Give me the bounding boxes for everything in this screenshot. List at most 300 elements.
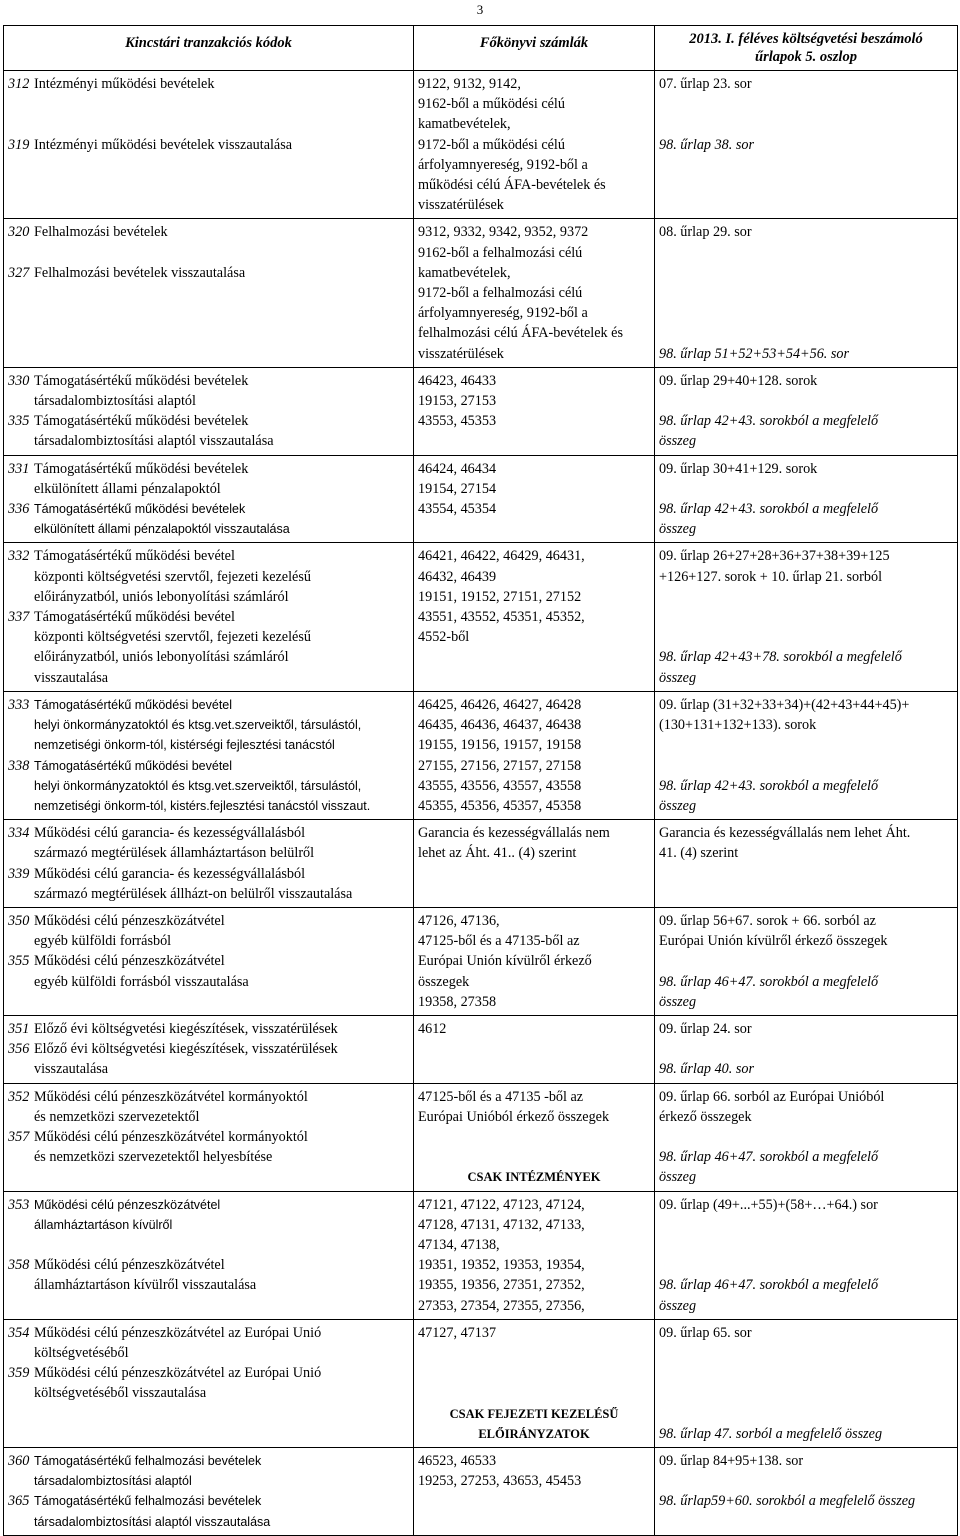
ledger-line: CSAK INTÉZMÉNYEK (467, 1170, 601, 1185)
code-number: 354 (8, 1324, 30, 1341)
transaction-codes-cell (4, 1015, 414, 1083)
ledger-line: 46425, 46426, 46427, 46428 (418, 696, 582, 713)
code-line (8, 114, 409, 134)
code-number: 357 (8, 1128, 30, 1145)
code-line (8, 135, 409, 155)
code-line (8, 94, 409, 114)
report-line: 98. űrlap 40. sor (659, 1061, 754, 1078)
code-description: visszautalása (34, 669, 109, 686)
code-description: Működési célú pénzeszközátvétel kormányoktól (34, 1088, 308, 1105)
code-line (8, 1323, 409, 1343)
report-line: 98. űrlap 42+43. sorokból a megfelelő (659, 777, 879, 794)
table-row (4, 543, 958, 691)
code-line (8, 1343, 409, 1363)
report-line (659, 94, 953, 114)
report-line: 98. űrlap 46+47. sorokból a megfelelő (659, 1149, 879, 1166)
report-line: 09. űrlap 29+40+128. sorok (659, 372, 818, 389)
ledger-line: visszatérülések (418, 197, 504, 214)
code-description: Működési célú pénzeszközátvétel (34, 912, 225, 929)
code-line (8, 1195, 409, 1215)
code-description: államháztartáson kívülről visszautalása (34, 1277, 257, 1294)
code-description (34, 1238, 37, 1252)
code-line (8, 479, 409, 499)
code-description: Támogatásértékű működési bevétel (34, 548, 235, 565)
table-row (4, 1448, 958, 1536)
ledger-line: 46523, 46533 (418, 1453, 497, 1469)
code-description: Működési célú pénzeszközátvétel (34, 1257, 225, 1274)
report-line (659, 1235, 953, 1255)
code-description: Intézményi működési bevételek visszautalása (34, 136, 293, 153)
code-line (8, 411, 409, 431)
table-row (4, 455, 958, 543)
report-line: összeg (659, 1169, 697, 1186)
code-description: Támogatásértékű működési bevétel (34, 758, 233, 773)
table-row (4, 907, 958, 1015)
transaction-codes-cell (4, 1448, 414, 1536)
report-line: összeg (659, 797, 697, 814)
report-form-cell (655, 907, 958, 1015)
code-description: származó megtérülések állházt-on belülről visszautalása (34, 885, 353, 902)
ledger-line: 43554, 45354 (418, 501, 497, 518)
code-line (8, 735, 409, 755)
ledger-line: ELŐIRÁNYZATOK (478, 1426, 590, 1441)
code-description: elkülönített állami pénzalapoktól (34, 480, 221, 497)
ledger-line (418, 1343, 650, 1363)
ledger-line: 46421, 46422, 46429, 46431, (418, 548, 585, 565)
code-line (8, 1147, 409, 1167)
report-line: 09. űrlap 65. sor (659, 1324, 752, 1341)
ledger-line: Európai Unión kívülről érkező (418, 953, 592, 970)
code-description: Működési célú pénzeszközátvétel (34, 953, 225, 970)
transaction-codes-cell (4, 367, 414, 455)
code-line (8, 911, 409, 931)
code-number: 336 (8, 501, 30, 518)
code-description: Előző évi költségvetési kiegészítések, visszatérülések (34, 1041, 338, 1058)
report-line (659, 1404, 953, 1424)
ledger-line: visszatérülések (418, 345, 504, 362)
report-form-cell (655, 1448, 958, 1536)
code-line (8, 263, 409, 283)
report-line (659, 303, 953, 323)
table-row (4, 71, 958, 219)
report-line: 98. űrlap 47. sorból a megfelelő összeg (659, 1425, 883, 1442)
report-line (659, 756, 953, 776)
report-line: 98. űrlap 46+47. sorokból a megfelelő (659, 973, 879, 990)
report-line: 98. űrlap 46+47. sorokból a megfelelő (659, 1277, 879, 1294)
code-number: 339 (8, 865, 30, 882)
code-description (34, 96, 38, 112)
ledger-line: 19253, 27253, 43653, 45453 (418, 1473, 582, 1490)
ledger-line: 19155, 19156, 19157, 19158 (418, 737, 582, 754)
ledger-line: CSAK FEJEZETI KEZELÉSŰ (449, 1406, 619, 1421)
codes-table (3, 25, 958, 1536)
code-line (8, 1215, 409, 1235)
code-description: egyéb külföldi forrásból (34, 933, 172, 950)
report-line (659, 627, 953, 647)
code-line (8, 546, 409, 566)
code-line (8, 884, 409, 904)
code-number: 360 (8, 1453, 30, 1469)
report-line: 09. űrlap 30+41+129. sorok (659, 460, 818, 477)
table-row (4, 820, 958, 908)
ledger-accounts-cell (414, 691, 655, 819)
report-line (659, 1255, 953, 1275)
report-line: 41. (4) szerint (659, 845, 739, 862)
ledger-line: Európai Unióból érkező összegek (418, 1108, 610, 1125)
ledger-line: 27155, 27156, 27157, 27158 (418, 757, 582, 774)
header-report-line1: 2013. I. féléves költségvetési beszámoló (689, 31, 923, 47)
code-line (8, 1471, 409, 1491)
ledger-line: 19153, 27153 (418, 393, 497, 410)
code-line (8, 459, 409, 479)
code-description: előirányzatból, uniós lebonyolítási számláról (34, 588, 289, 605)
code-description: nemzetiségi önkorm-tól, kistérs.fejlesztési tanácstól visszaut. (34, 798, 371, 813)
transaction-codes-cell (4, 907, 414, 1015)
header-report-forms (655, 26, 958, 71)
ledger-line: 9162-ből a felhalmozási célú (418, 244, 583, 261)
report-line: összeg (659, 433, 697, 450)
ledger-line: 47134, 47138, (418, 1236, 500, 1253)
transaction-codes-cell (4, 1083, 414, 1191)
transaction-codes-cell (4, 820, 414, 908)
table-row (4, 1319, 958, 1447)
code-line (8, 1383, 409, 1403)
code-description: Működési célú pénzeszközátvétel az Európai Unió (34, 1365, 322, 1382)
code-description: nemzetiségi önkorm-tól, kistérségi fejlesztési tanácstól (34, 738, 335, 753)
code-line (8, 74, 409, 94)
ledger-accounts-cell (414, 367, 655, 455)
code-line (8, 756, 409, 776)
report-line: +126+127. sorok + 10. űrlap 21. sorból (659, 568, 883, 585)
code-number: 333 (8, 696, 30, 713)
ledger-line: Garancia és kezességvállalás nem (418, 825, 610, 842)
code-description: Támogatásértékű felhalmozási bevételek (34, 1454, 262, 1468)
report-form-cell (655, 1191, 958, 1319)
code-line (8, 864, 409, 884)
report-line: 98. űrlap 38. sor (659, 136, 754, 153)
code-description: költségvetéséből visszautalása (34, 1385, 207, 1402)
ledger-accounts-cell (414, 1319, 655, 1447)
report-line (659, 735, 953, 755)
code-line (8, 391, 409, 411)
ledger-accounts-cell (414, 1015, 655, 1083)
code-description: Intézményi működési bevételek (34, 76, 215, 92)
code-line (8, 823, 409, 843)
code-number: 335 (8, 413, 30, 430)
code-line (8, 1275, 409, 1295)
transaction-codes-cell (4, 455, 414, 543)
code-number: 355 (8, 953, 30, 970)
ledger-line: 47127, 47137 (418, 1324, 497, 1341)
ledger-line: 19355, 19356, 27351, 27352, (418, 1277, 585, 1294)
report-line: 09. űrlap 66. sorból az Európai Unióból (659, 1088, 885, 1105)
code-line (8, 1019, 409, 1039)
report-line: 09. űrlap (49+...+55)+(58+…+64.) sor (659, 1196, 878, 1213)
code-line (8, 567, 409, 587)
ledger-line: 47121, 47122, 47123, 47124, (418, 1196, 585, 1213)
ledger-line: 27353, 27354, 27355, 27356, (418, 1297, 585, 1314)
report-line: összeg (659, 669, 697, 686)
code-line (8, 776, 409, 796)
ledger-line: 4552-ből (418, 629, 470, 646)
code-line (8, 222, 409, 242)
code-description: elkülönített állami pénzalapoktól visszautalása (34, 522, 290, 537)
report-line (659, 479, 953, 499)
report-line (659, 1039, 953, 1059)
transaction-codes-cell (4, 1191, 414, 1319)
ledger-line: 46435, 46436, 46437, 46438 (418, 717, 582, 734)
report-line: 09. űrlap 26+27+28+36+37+38+39+125 (659, 548, 890, 565)
ledger-line: 19351, 19352, 19353, 19354, (418, 1257, 585, 1274)
report-line (659, 587, 953, 607)
code-line (8, 627, 409, 647)
ledger-accounts-cell (414, 1083, 655, 1191)
ledger-accounts-cell (414, 820, 655, 908)
ledger-accounts-cell (414, 907, 655, 1015)
ledger-line: 9122, 9132, 9142, (418, 76, 521, 92)
report-line (659, 114, 953, 134)
code-description: Támogatásértékű felhalmozási bevételek (34, 1494, 262, 1509)
report-line (659, 951, 953, 971)
report-line: 98. űrlap 51+52+53+54+56. sor (659, 345, 850, 362)
ledger-line: árfolyamnyereség, 9192-ből a (418, 156, 588, 173)
report-line (659, 1383, 953, 1403)
code-line (8, 243, 409, 263)
report-form-cell (655, 1015, 958, 1083)
report-line (659, 607, 953, 627)
ledger-accounts-cell (414, 455, 655, 543)
code-description: Működési célú pénzeszközátvétel (34, 1197, 221, 1212)
ledger-line: 43553, 45353 (418, 413, 497, 430)
ledger-line: kamatbevételek, (418, 116, 511, 133)
ledger-line: 46424, 46434 (418, 460, 497, 477)
code-description: társadalombiztosítási alaptól (34, 1474, 192, 1489)
transaction-codes-cell (4, 543, 414, 691)
report-line: 98. űrlap 42+43. sorokból a megfelelő (659, 413, 879, 430)
code-line (8, 371, 409, 391)
report-line (659, 323, 953, 343)
ledger-line: 9172-ből a felhalmozási célú (418, 285, 583, 302)
ledger-line: 47125-ből és a 47135 -ből az (418, 1088, 584, 1105)
code-description: Támogatásértékű működési bevételek (34, 460, 249, 477)
code-number: 356 (8, 1041, 30, 1058)
ledger-line (418, 1147, 650, 1167)
code-description (34, 116, 38, 132)
header-row (4, 26, 958, 71)
table-row (4, 1015, 958, 1083)
report-line (659, 1215, 953, 1235)
ledger-line (418, 1363, 650, 1383)
code-number: 351 (8, 1020, 30, 1037)
code-line (8, 972, 409, 992)
ledger-accounts-cell (414, 1448, 655, 1536)
report-line: összeg (659, 521, 697, 538)
ledger-accounts-cell (414, 1191, 655, 1319)
report-line: érkező összegek (659, 1108, 752, 1125)
page-number: 3 (476, 2, 484, 17)
ledger-line: árfolyamnyereség, 9192-ből a (418, 305, 588, 322)
code-line (8, 587, 409, 607)
code-line (8, 1235, 409, 1255)
ledger-accounts-cell (414, 71, 655, 219)
ledger-line: 47128, 47131, 47132, 47133, (418, 1216, 585, 1233)
report-line (659, 1127, 953, 1147)
report-form-cell (655, 367, 958, 455)
code-description: központi költségvetési szervtől, fejezeti kezelésű (34, 568, 311, 585)
report-form-cell (655, 691, 958, 819)
report-line: 08. űrlap 29. sor (659, 224, 752, 241)
code-line (8, 1512, 409, 1532)
report-line: 98. űrlap 42+43. sorokból a megfelelő (659, 501, 879, 518)
code-line (8, 715, 409, 735)
ledger-line: 45355, 45356, 45357, 45358 (418, 797, 582, 814)
code-line (8, 1491, 409, 1511)
ledger-accounts-cell (414, 543, 655, 691)
code-number: 334 (8, 825, 30, 842)
code-line (8, 931, 409, 951)
code-description: Támogatásértékű működési bevétel (34, 697, 233, 712)
code-number: 319 (8, 136, 30, 153)
code-number: 353 (8, 1196, 30, 1213)
code-description: helyi önkormányzatoktól és ktsg.vet.szerveiktől, társulástól, (34, 778, 362, 793)
code-description: Működési célú garancia- és kezességvállalásból (34, 865, 306, 882)
ledger-line: lehet az Áht. 41.. (4) szerint (418, 845, 577, 862)
code-number: 338 (8, 757, 30, 774)
code-number: 332 (8, 548, 30, 565)
ledger-accounts-cell (414, 219, 655, 367)
report-line: 07. űrlap 23. sor (659, 76, 752, 92)
code-description: és nemzetközi szervezetektől (34, 1108, 200, 1125)
report-form-cell (655, 820, 958, 908)
code-line (8, 1107, 409, 1127)
ledger-line: 9162-ből a működési célú (418, 96, 565, 113)
code-description (34, 245, 38, 261)
report-line: 09. űrlap 56+67. sorok + 66. sorból az (659, 912, 876, 929)
code-description: származó megtérülések államháztartáson belülről (34, 845, 315, 862)
report-form-cell (655, 71, 958, 219)
code-line (8, 431, 409, 451)
report-line: összeg (659, 993, 697, 1010)
code-description: központi költségvetési szervtől, fejezeti kezelésű (34, 629, 311, 646)
code-description: Működési célú pénzeszközátvétel az Európai Unió (34, 1324, 322, 1341)
table-row (4, 691, 958, 819)
code-description: Támogatásértékű működési bevételek (34, 413, 249, 430)
code-line (8, 695, 409, 715)
code-description: egyéb külföldi forrásból visszautalása (34, 973, 249, 990)
ledger-line: 46423, 46433 (418, 372, 497, 389)
ledger-line: 47126, 47136, (418, 912, 500, 929)
code-number: 330 (8, 372, 30, 389)
transaction-codes-cell (4, 71, 414, 219)
report-form-cell (655, 1319, 958, 1447)
code-line (8, 1059, 409, 1079)
report-line: összeg (659, 1297, 697, 1314)
code-description: Támogatásértékű működési bevételek (34, 372, 249, 389)
code-number: 320 (8, 224, 30, 241)
ledger-line: összegek (418, 973, 470, 990)
code-number: 350 (8, 912, 30, 929)
code-line (8, 1087, 409, 1107)
code-description: visszautalása (34, 1061, 109, 1078)
ledger-line: működési célú ÁFA-bevételek és (418, 177, 606, 194)
code-description: Működési célú pénzeszközátvétel kormányoktól (34, 1128, 308, 1145)
code-number: 358 (8, 1257, 30, 1274)
code-line (8, 607, 409, 627)
code-description: Támogatásértékű működési bevételek (34, 502, 246, 517)
report-line: 09. űrlap 24. sor (659, 1020, 752, 1037)
code-number: 312 (8, 76, 30, 92)
header-ledger-accounts: Főkönyvi számlák (414, 26, 655, 71)
ledger-line: 43555, 43556, 43557, 43558 (418, 777, 582, 794)
code-description: társadalombiztosítási alaptól (34, 393, 196, 410)
code-line (8, 1451, 409, 1471)
code-description: Felhalmozási bevételek (34, 224, 168, 241)
code-description: helyi önkormányzatoktól és ktsg.vet.szerveiktől, társulástól, (34, 718, 362, 733)
report-line: 09. űrlap 84+95+138. sor (659, 1453, 804, 1469)
code-line (8, 519, 409, 539)
code-description: társadalombiztosítási alaptól visszautalása (34, 433, 274, 450)
code-line (8, 1039, 409, 1059)
code-line (8, 668, 409, 688)
ledger-line (418, 1127, 650, 1147)
code-description: Felhalmozási bevételek visszautalása (34, 264, 246, 281)
code-description: előirányzatból, uniós lebonyolítási számláról (34, 649, 289, 666)
code-line (8, 647, 409, 667)
code-line (8, 951, 409, 971)
code-description: Támogatásértékű működési bevétel (34, 609, 235, 626)
ledger-line: 43551, 43552, 45351, 45352, (418, 609, 585, 626)
code-line (8, 1363, 409, 1383)
code-number: 365 (8, 1493, 30, 1510)
report-line (659, 283, 953, 303)
ledger-line (418, 1383, 650, 1403)
header-transaction-codes: Kincstári tranzakciós kódok (4, 26, 414, 71)
report-line: Garancia és kezességvállalás nem lehet Áht. (659, 825, 911, 842)
report-line: 98. űrlap59+60. sorokból a megfelelő összeg (659, 1493, 916, 1510)
ledger-line: 19358, 27358 (418, 993, 497, 1010)
ledger-line: 4612 (418, 1020, 447, 1037)
code-description: államháztartáson kívülről (34, 1217, 173, 1232)
ledger-line: 19154, 27154 (418, 480, 497, 497)
ledger-line: 46432, 46439 (418, 568, 497, 585)
report-line (659, 1363, 953, 1383)
transaction-codes-cell (4, 691, 414, 819)
report-line (659, 391, 953, 411)
report-line: (130+131+132+133). sorok (659, 717, 817, 734)
code-number: 327 (8, 264, 30, 281)
report-line: 98. űrlap 42+43+78. sorokból a megfelelő (659, 649, 902, 666)
ledger-line: felhalmozási célú ÁFA-bevételek és (418, 325, 623, 342)
report-line (659, 263, 953, 283)
code-line (8, 1255, 409, 1275)
report-line: Európai Unión kívülről érkező összegek (659, 933, 888, 950)
report-line (659, 1471, 953, 1491)
report-form-cell (655, 455, 958, 543)
header-report-line2: űrlapok 5. oszlop (755, 49, 857, 65)
code-number: 337 (8, 609, 30, 626)
code-line (8, 1127, 409, 1147)
ledger-line: kamatbevételek, (418, 264, 511, 281)
code-description: költségvetéséből (34, 1344, 129, 1361)
transaction-codes-cell (4, 1319, 414, 1447)
ledger-line: 19151, 19152, 27151, 27152 (418, 588, 582, 605)
report-line (659, 243, 953, 263)
transaction-codes-cell (4, 219, 414, 367)
table-row (4, 1191, 958, 1319)
code-description: Működési célú garancia- és kezességvállalásból (34, 825, 306, 842)
report-form-cell (655, 1083, 958, 1191)
report-line: 09. űrlap (31+32+33+34)+(42+43+44+45)+ (659, 696, 910, 713)
